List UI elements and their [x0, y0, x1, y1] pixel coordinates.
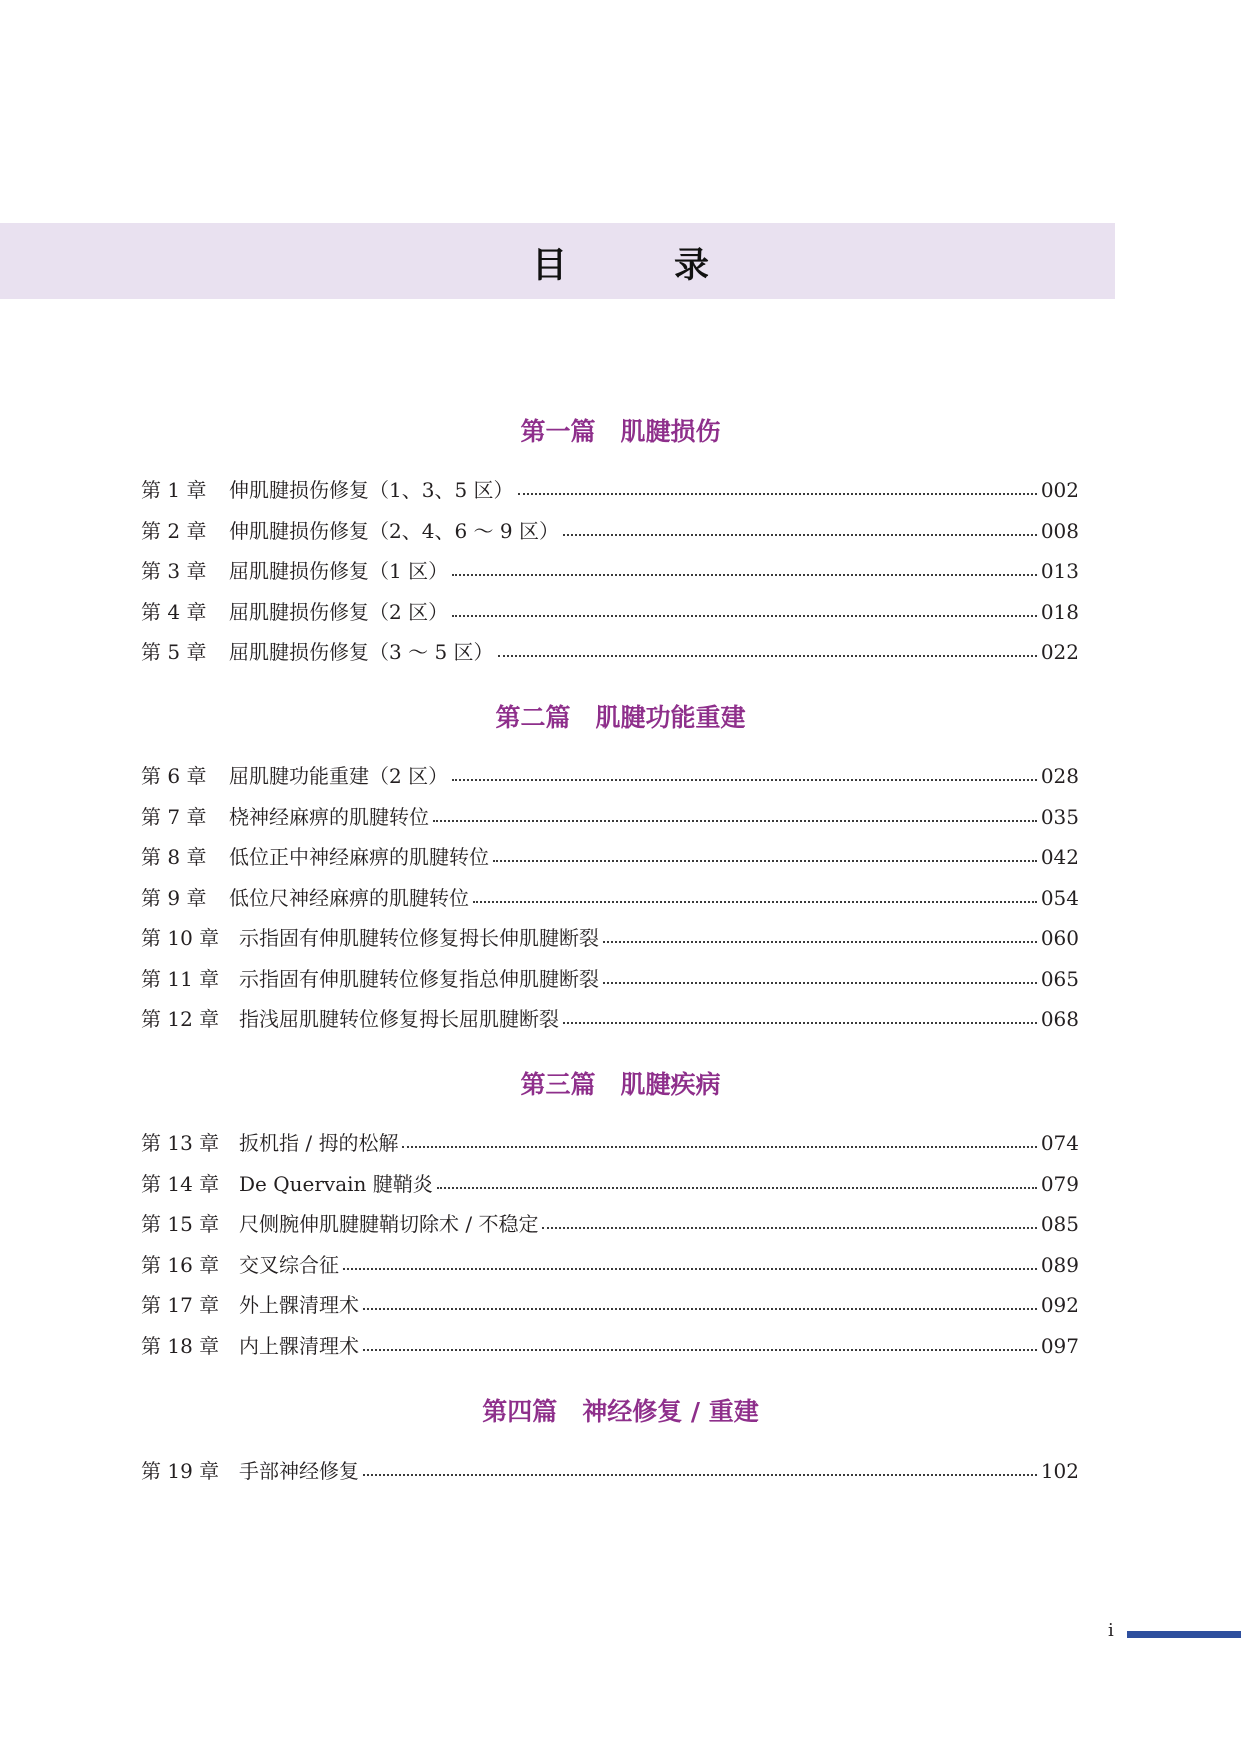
chapter-number: 第 11 章	[141, 967, 220, 991]
dot-leader	[363, 1308, 1037, 1310]
toc-entry[interactable]	[141, 636, 1079, 666]
chapter-number: 第 1 章	[141, 478, 207, 502]
dot-leader	[452, 779, 1037, 781]
dot-leader	[498, 655, 1037, 657]
dot-leader	[603, 941, 1037, 943]
chapter-number: 第 12 章	[141, 1007, 220, 1031]
dot-leader	[433, 820, 1037, 822]
chapter-title: 桡神经麻痹的肌腱转位	[229, 805, 429, 829]
page-number: 085	[1040, 1212, 1079, 1236]
chapter-title: 指浅屈肌腱转位修复拇长屈肌腱断裂	[239, 1007, 559, 1031]
chapter-title: 交叉综合征	[239, 1253, 339, 1277]
toc-entry[interactable]	[141, 760, 1079, 790]
page-number: 065	[1040, 967, 1079, 991]
chapter-title: 屈肌腱功能重建（2 区）	[229, 764, 449, 788]
chapter-title: 扳机指 / 拇的松解	[239, 1131, 399, 1155]
chapter-number: 第 10 章	[141, 926, 220, 950]
page-number: 022	[1040, 640, 1079, 664]
toc-entry[interactable]	[141, 1330, 1079, 1360]
chapter-title: 示指固有伸肌腱转位修复指总伸肌腱断裂	[239, 967, 599, 991]
dot-leader	[493, 860, 1037, 862]
chapter-number: 第 5 章	[141, 640, 207, 664]
dot-leader	[473, 901, 1037, 903]
page-number: 074	[1040, 1131, 1079, 1155]
chapter-number: 第 4 章	[141, 600, 207, 624]
toc-entry[interactable]	[141, 1249, 1079, 1279]
toc-entry[interactable]	[141, 1127, 1079, 1157]
page-number: 013	[1040, 559, 1079, 583]
chapter-title: 屈肌腱损伤修复（1 区）	[229, 559, 449, 583]
chapter-number: 第 14 章	[141, 1172, 220, 1196]
chapter-title: 伸肌腱损伤修复（2、4、6 ～ 9 区）	[229, 519, 559, 543]
toc-entry[interactable]	[141, 596, 1079, 626]
chapter-title: 尺侧腕伸肌腱腱鞘切除术 / 不稳定	[239, 1212, 539, 1236]
dot-leader	[563, 534, 1037, 536]
chapter-title: 低位尺神经麻痹的肌腱转位	[229, 886, 469, 910]
chapter-number: 第 7 章	[141, 805, 207, 829]
part-heading: 第四篇 神经修复 / 重建	[482, 1397, 759, 1426]
chapter-title: 低位正中神经麻痹的肌腱转位	[229, 845, 489, 869]
page-number: 089	[1040, 1253, 1079, 1277]
dot-leader	[402, 1146, 1036, 1148]
dot-leader	[343, 1268, 1037, 1270]
dot-leader	[452, 615, 1037, 617]
page-number: 102	[1040, 1459, 1079, 1483]
dot-leader	[563, 1022, 1037, 1024]
dot-leader	[603, 982, 1037, 984]
page-number: 042	[1040, 845, 1079, 869]
chapter-number: 第 3 章	[141, 559, 207, 583]
toc-entry[interactable]	[141, 882, 1079, 912]
page-number: 002	[1040, 478, 1079, 502]
chapter-number: 第 8 章	[141, 845, 207, 869]
part-heading: 第三篇 肌腱疾病	[520, 1070, 721, 1099]
page-number: 054	[1040, 886, 1079, 910]
chapter-title: 屈肌腱损伤修复（2 区）	[229, 600, 449, 624]
dot-leader	[542, 1227, 1036, 1229]
chapter-number: 第 2 章	[141, 519, 207, 543]
page-number: 068	[1040, 1007, 1079, 1031]
chapter-number: 第 13 章	[141, 1131, 220, 1155]
toc-entry[interactable]	[141, 1168, 1079, 1198]
page-number: 018	[1040, 600, 1079, 624]
page-number: 060	[1040, 926, 1079, 950]
toc-entry[interactable]	[141, 1003, 1079, 1033]
chapter-title: 伸肌腱损伤修复（1、3、5 区）	[229, 478, 514, 502]
folio-accent-bar	[1127, 1631, 1241, 1638]
chapter-number: 第 9 章	[141, 886, 207, 910]
chapter-title: De Quervain 腱鞘炎	[239, 1172, 433, 1196]
dot-leader	[437, 1187, 1037, 1189]
toc-entry[interactable]	[141, 922, 1079, 952]
part-heading: 第二篇 肌腱功能重建	[495, 703, 746, 732]
chapter-number: 第 16 章	[141, 1253, 220, 1277]
chapter-number: 第 18 章	[141, 1334, 220, 1358]
dot-leader	[363, 1474, 1037, 1476]
page-number: 092	[1040, 1293, 1079, 1317]
toc-entry[interactable]	[141, 474, 1079, 504]
chapter-title: 内上髁清理术	[239, 1334, 359, 1358]
chapter-number: 第 6 章	[141, 764, 207, 788]
chapter-number: 第 19 章	[141, 1459, 220, 1483]
chapter-number: 第 15 章	[141, 1212, 220, 1236]
toc-entry[interactable]	[141, 1208, 1079, 1238]
part-heading: 第一篇 肌腱损伤	[520, 417, 721, 446]
toc-entry[interactable]	[141, 515, 1079, 545]
page-number: 008	[1040, 519, 1079, 543]
dot-leader	[363, 1349, 1037, 1351]
toc-entry[interactable]	[141, 963, 1079, 993]
toc-entry[interactable]	[141, 555, 1079, 585]
page-title: 目 录	[531, 246, 745, 286]
chapter-number: 第 17 章	[141, 1293, 220, 1317]
page-number: 079	[1040, 1172, 1079, 1196]
dot-leader	[452, 574, 1037, 576]
toc-entry[interactable]	[141, 1455, 1079, 1485]
dot-leader	[518, 493, 1037, 495]
page-number: 035	[1040, 805, 1079, 829]
chapter-title: 外上髁清理术	[239, 1293, 359, 1317]
chapter-title: 屈肌腱损伤修复（3 ～ 5 区）	[229, 640, 494, 664]
page-number: 097	[1040, 1334, 1079, 1358]
chapter-title: 示指固有伸肌腱转位修复拇长伸肌腱断裂	[239, 926, 599, 950]
toc-entry[interactable]	[141, 841, 1079, 871]
toc-entry[interactable]	[141, 1289, 1079, 1319]
chapter-title: 手部神经修复	[239, 1459, 359, 1483]
page-number: 028	[1040, 764, 1079, 788]
toc-entry[interactable]	[141, 801, 1079, 831]
page-folio: i	[1108, 1620, 1114, 1641]
